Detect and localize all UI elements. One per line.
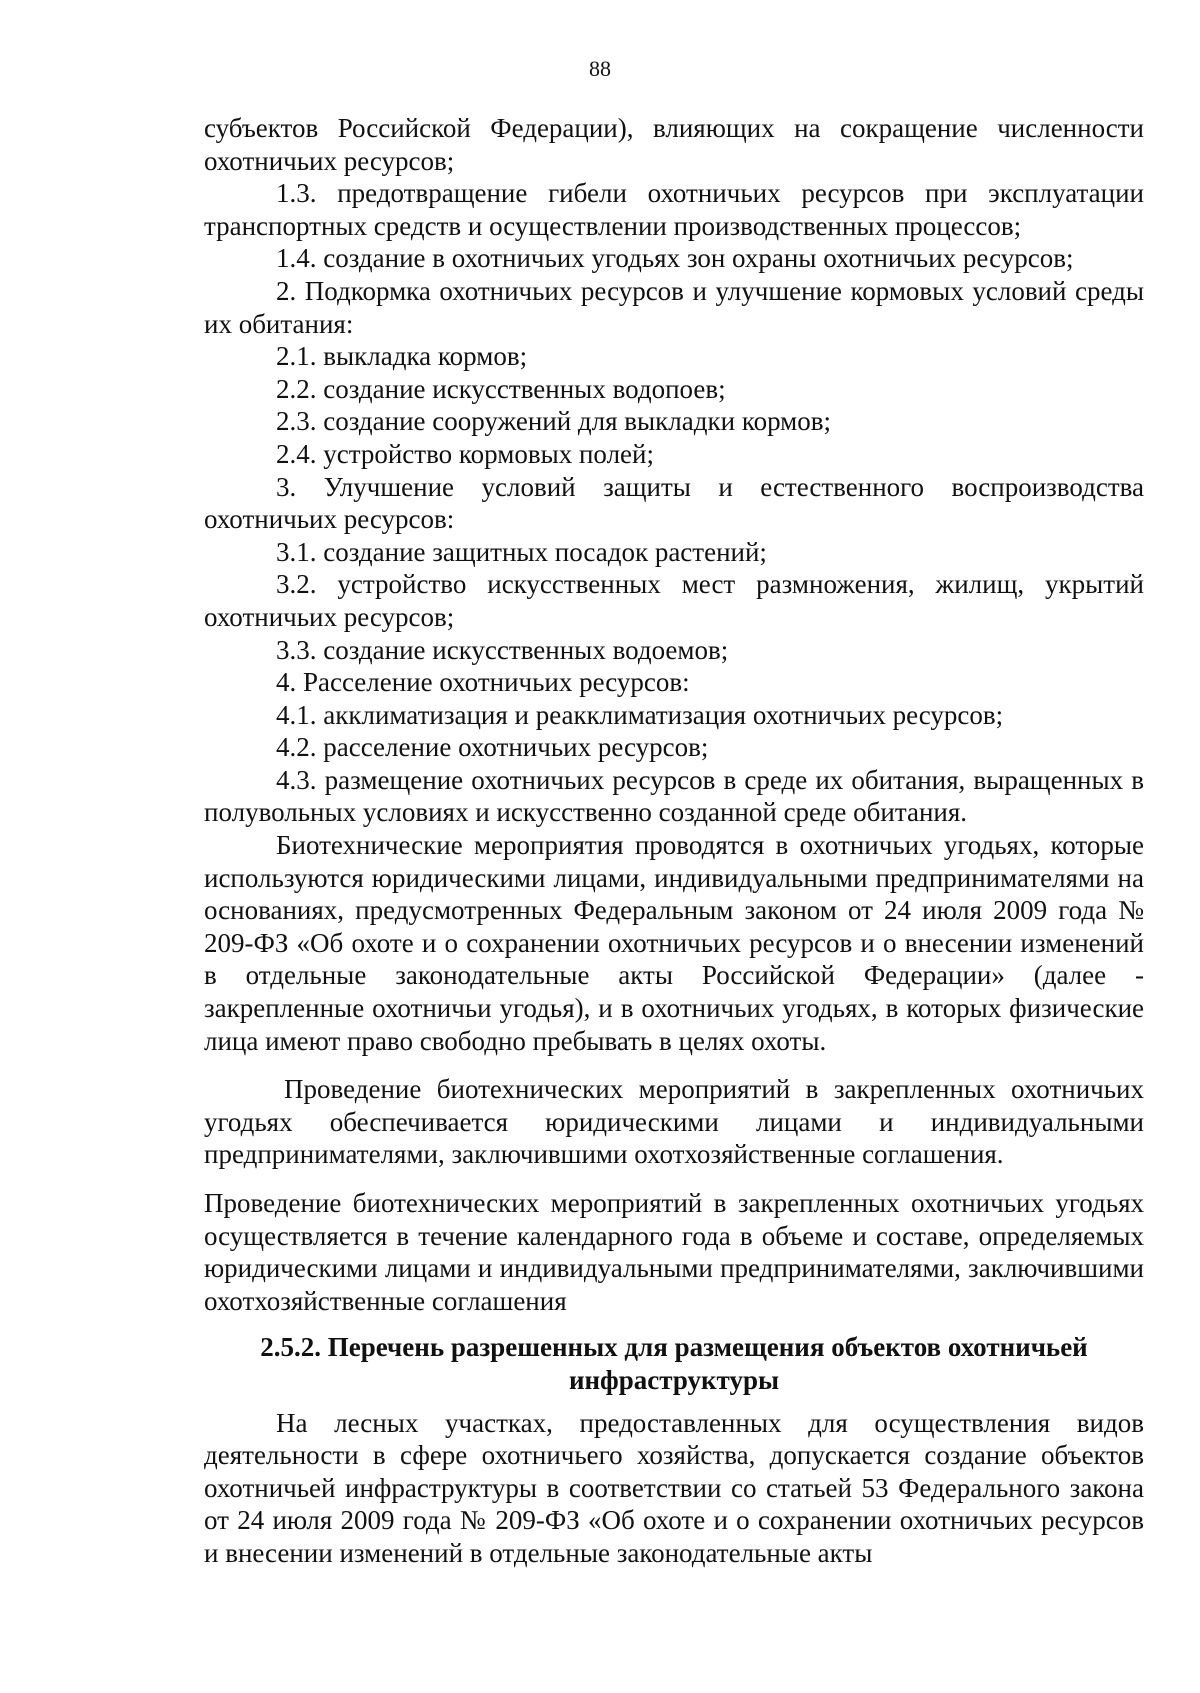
paragraph: субъектов Российской Федерации), влияющих на сокращение численности охотничьих ресурсов; bbox=[204, 113, 1144, 176]
paragraph: 1.4. создание в охотничьих угодьях зон охраны охотничьих ресурсов; bbox=[276, 243, 1074, 274]
paragraph: 2.1. выкладка кормов; bbox=[276, 341, 528, 372]
section-heading: 2.5.2. Перечень разрешенных для размещения объектов охотничьей инфраструктуры bbox=[260, 1332, 1088, 1395]
paragraph: 4.1. акклиматизация и реакклиматизация охотничьих ресурсов; bbox=[276, 699, 1004, 730]
page-number: 88 bbox=[589, 56, 611, 81]
paragraph: 3. Улучшение условий защиты и естественного воспроизводства охотничьих ресурсов: bbox=[204, 471, 1144, 535]
paragraph: 4.3. размещение охотничьих ресурсов в среде их обитания, выращенных в полувольных условиях и искусственно созданной среде обитания. bbox=[204, 764, 1144, 828]
paragraph: 2.2. создание искусственных водопоев; bbox=[276, 373, 726, 404]
paragraph: 4. Расселение охотничьих ресурсов: bbox=[276, 667, 690, 698]
paragraph: 2. Подкормка охотничьих ресурсов и улучшение кормовых условий среды их обитания: bbox=[204, 275, 1144, 339]
paragraph: 3.2. устройство искусственных мест размножения, жилищ, укрытий охотничьих ресурсов; bbox=[204, 569, 1144, 632]
paragraph: 3.3. создание искусственных водоемов; bbox=[276, 634, 729, 665]
paragraph: Проведение биотехнических мероприятий в закрепленных охотничьих угодьях обеспечивается юридическими лицами и индивидуальными предпринимателями, заключившими охотхозяйственные соглашения. bbox=[204, 1074, 1144, 1170]
paragraph: 2.4. устройство кормовых полей; bbox=[276, 438, 654, 469]
paragraph: 3.1. создание защитных посадок растений; bbox=[276, 536, 767, 567]
paragraph: Проведение биотехнических мероприятий в закрепленных охотничьих угодьях осуществляется в течение календарного года в объеме и составе, определяемых юридическими лицами и индивидуальными предпринимателями, заключившими охотхозяйственные соглашения bbox=[204, 1188, 1144, 1316]
paragraph: Биотехнические мероприятия проводятся в охотничьих угодьях, которые используются юридическими лицами, индивидуальными предпринимателями на основаниях, предусмотренных Федеральным законом от 24 июля 2009 года № 209-ФЗ «Об охоте и о сохранении охотничьих ресурсов и о внесении изменений в отдельные законодательные акты Российской Федерации» (далее - закрепленные охотничьи угодья), и в охотничьих угодьях, в которых физические лица имеют право свободно пребывать в целях охоты. bbox=[204, 830, 1144, 1056]
paragraph: 1.3. предотвращение гибели охотничьих ресурсов при эксплуатации транспортных средств и осуществлении производственных процессов; bbox=[204, 178, 1144, 241]
paragraph: 2.3. создание сооружений для выкладки кормов; bbox=[276, 406, 831, 437]
paragraph: 4.2. расселение охотничьих ресурсов; bbox=[276, 732, 709, 763]
paragraph: На лесных участках, предоставленных для осуществления видов деятельности в сфере охотничьего хозяйства, допускается создание объектов охотничьей инфраструктуры в соответствии со статьей 53 Федерального закона от 24 июля 2009 года № 209-ФЗ «Об охоте и о сохранении охотничьих ресурсов и внесении изменений в отдельные законодательные акты bbox=[204, 1407, 1144, 1568]
document-body bbox=[204, 112, 1144, 1570]
